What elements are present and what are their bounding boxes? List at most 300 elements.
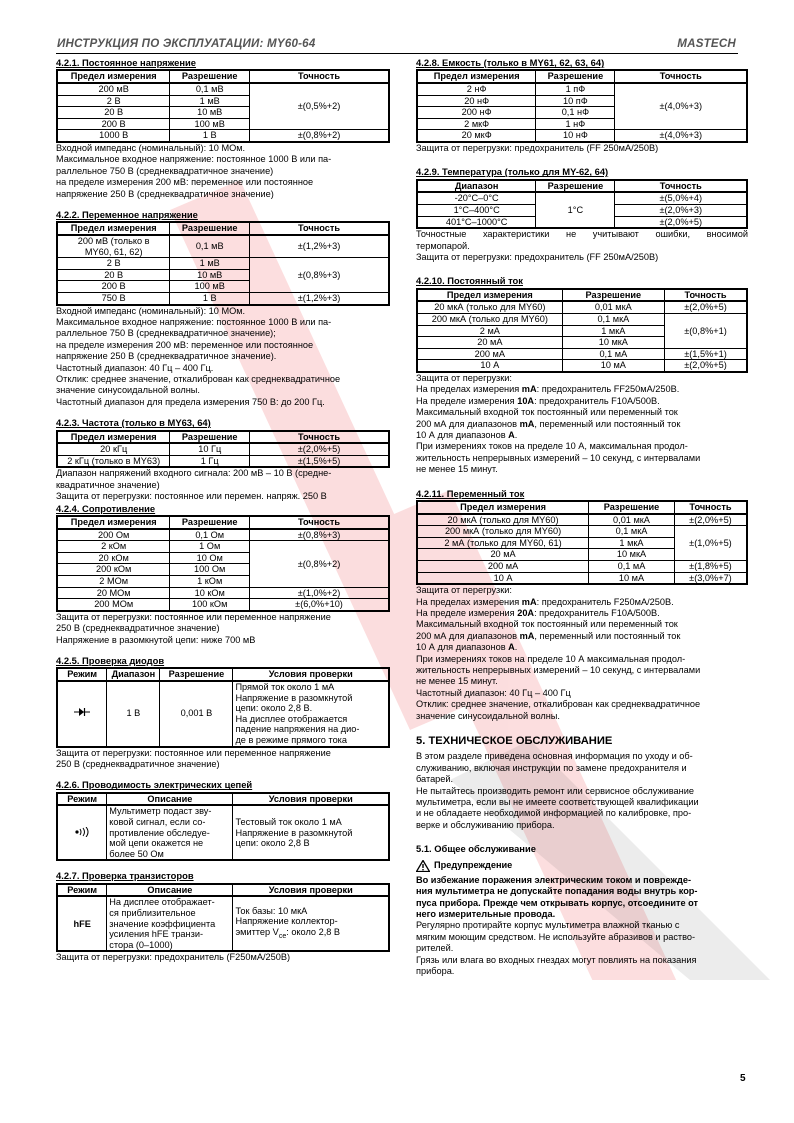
table-cell: 0,01 мкА <box>562 301 664 313</box>
table-cell: 200 кОм <box>57 564 170 576</box>
table-header: Точность <box>664 289 747 302</box>
table-header: Условия проверки <box>233 884 389 897</box>
cell-line: значение коэффициента <box>109 918 216 929</box>
brand-name: MASTECH <box>677 37 736 50</box>
capacitance-notes <box>416 143 748 154</box>
note-line: 250 В (среднеквадратичное значение) <box>56 758 220 769</box>
table-cell: 0,1 мВ <box>170 235 250 258</box>
table-cell: 1000 В <box>57 130 170 142</box>
cell-line: : около 2,8 В <box>286 926 341 937</box>
subscript: ce <box>278 932 287 940</box>
table-row <box>417 514 747 526</box>
table-cell: 20 мкФ <box>417 130 536 142</box>
note-text: . <box>514 642 518 653</box>
table-cell: 0,1 Ом <box>170 529 250 541</box>
section-title-temperature: 4.2.9. Температура (только для MY-62, 64) <box>416 166 609 178</box>
note-line: Точностные характеристики не учитывают ошибки, вносимой <box>416 229 748 240</box>
table-header: Режим <box>57 793 107 806</box>
table-cell: 200 МОм <box>57 599 170 611</box>
table-row <box>57 681 389 747</box>
note-line: рителей. <box>416 943 454 954</box>
section-title-frequency: 4.2.3. Частота (только в MY63, 64) <box>56 417 211 429</box>
table-cell <box>107 805 233 860</box>
subsection-title-general-maintenance: 5.1. Общее обслуживание <box>416 843 536 855</box>
note-line <box>416 642 748 653</box>
note-line: значение синусоидальной волны. <box>416 710 560 721</box>
table-cell: 0,1 мкА <box>562 313 664 325</box>
table-header: Предел измерения <box>417 70 536 83</box>
table-cell: 1 В <box>170 292 250 304</box>
table-cell: 401°C–1000°C <box>417 216 536 228</box>
table-header: Разрешение <box>170 222 250 235</box>
note-line: Отклик: среднее значение, откалиброван как среднеквадратичное <box>56 374 341 384</box>
warning-text <box>416 875 748 921</box>
note-line: Отклик: среднее значение, откалиброван как среднеквадратичное <box>416 699 701 710</box>
section-title-maintenance: 5. ТЕХНИЧЕСКОЕ ОБСЛУЖИВАНИЕ <box>416 735 613 748</box>
table-cell: 1 мВ <box>170 258 250 270</box>
table-cell: hFE <box>57 896 107 951</box>
table-cell: 10 мкА <box>589 549 675 561</box>
table-cell: 100 кОм <box>170 599 250 611</box>
warning-icon <box>416 860 430 872</box>
table-cell <box>233 896 389 951</box>
note-line: Защита от перегрузки: предохранитель (FF 250мА/250В) <box>416 251 659 262</box>
note-bold: 10A <box>517 395 535 406</box>
table-cell: 2 МОм <box>57 576 170 588</box>
table-cell: 10 мА <box>589 572 675 584</box>
note-text: : предохранитель F10A/500В. <box>534 607 660 618</box>
table-header: Предел измерения <box>57 70 170 83</box>
table-cell: ±(0,8%+3) <box>250 529 389 541</box>
table-row <box>57 235 389 258</box>
table-header: Точность <box>250 70 389 83</box>
cell-line: На дисплее отображает- <box>109 897 215 908</box>
table-cell: 1 нФ <box>536 118 615 130</box>
table-cell: 10 А <box>417 572 589 584</box>
cell-line: ся приблизительное <box>109 907 196 918</box>
table-row <box>417 572 747 584</box>
table-row <box>417 560 747 572</box>
frequency-notes <box>56 468 390 502</box>
table-cell <box>57 235 170 258</box>
table-row <box>417 192 747 204</box>
section-title-dc-voltage: 4.2.1. Постоянное напряжение <box>56 57 197 68</box>
note-line: Не пытайтесь производить ремонт или сервисное обслуживание <box>416 785 694 796</box>
table-cell: 100 Ом <box>170 564 250 576</box>
section-title-diode: 4.2.5. Проверка диодов <box>56 655 165 666</box>
table-cell <box>107 896 233 951</box>
capacitance-table <box>416 69 748 143</box>
note-bold: A <box>508 429 515 440</box>
note-text: 200 мА для диапазонов <box>416 418 520 429</box>
cell-line: Напряжение в разомкнутой <box>235 827 353 838</box>
table-cell: ±(1,2%+3) <box>250 292 389 304</box>
note-line: Диапазон напряжений входного сигнала: 200 мВ – 10 В (средне- <box>56 468 332 479</box>
table-cell: 20 кОм <box>57 552 170 564</box>
section-title-transistor: 4.2.7. Проверка транзисторов <box>56 870 194 882</box>
table-cell: ±(0,8%+3) <box>250 258 389 293</box>
document-header-title: ИНСТРУКЦИЯ ПО ЭКСПЛУАТАЦИИ: MY60-64 <box>57 37 316 50</box>
cell-line: цепи: около 2,8 В <box>235 838 310 849</box>
note-line: Грязь или влага во входных гнездах могут повлиять на показания <box>416 954 697 965</box>
temperature-notes <box>416 229 748 263</box>
note-text: . <box>514 429 518 440</box>
resistance-notes <box>56 612 390 646</box>
page-number: 5 <box>740 1073 746 1084</box>
table-cell: 200 мА <box>417 348 562 360</box>
table-cell: 10 мВ <box>170 269 250 281</box>
section-title-ac-voltage: 4.2.2. Переменное напряжение <box>56 209 198 220</box>
note-bold: mA <box>519 418 535 429</box>
note-line: пуса прибора. Прежде чем открывать корпус, отсоедините от <box>416 897 699 908</box>
diode-icon <box>74 707 90 717</box>
table-header: Точность <box>615 180 747 193</box>
table-row <box>57 896 389 951</box>
table-cell: 20 В <box>57 269 170 281</box>
note-line <box>416 597 748 608</box>
table-cell: ±(0,5%+2) <box>250 83 389 130</box>
frequency-table <box>56 430 390 469</box>
note-line: раллельное 750 В (среднеквадратичное значение); <box>56 328 276 339</box>
table-cell: ±(1,0%+5) <box>674 526 747 561</box>
note-line: мультиметра, если вы не имеете соответствующей квалификации <box>416 797 699 808</box>
table-cell <box>233 805 389 860</box>
table-header: Разрешение <box>562 289 664 302</box>
note-line <box>416 430 748 441</box>
note-line: мягким моющим средством. Не используйте абразивов и раство- <box>416 931 696 942</box>
header-rule <box>56 53 738 54</box>
note-text: 10 А для диапазонов <box>416 429 509 440</box>
table-header: Описание <box>107 793 233 806</box>
table-row <box>417 130 747 142</box>
table-cell: 1 В <box>107 681 160 747</box>
table-header: Режим <box>57 668 107 681</box>
note-bold: mA <box>521 384 537 395</box>
note-line: термопарой. <box>416 240 470 251</box>
table-cell: 2 мА (только для MY60, 61) <box>417 537 589 549</box>
table-header: Точность <box>674 501 747 514</box>
ac-current-table <box>416 500 748 585</box>
table-cell: -20°C–0°C <box>417 192 536 204</box>
note-text: 200 мА для диапазонов <box>416 630 520 641</box>
cell-line: 200 мВ (только в <box>77 236 150 246</box>
table-header: Предел измерения <box>417 501 589 514</box>
diode-notes <box>56 748 390 771</box>
table-cell: 100 мВ <box>170 118 250 130</box>
table-row <box>57 83 389 95</box>
note-line <box>416 608 748 619</box>
table-cell: 0,1 мА <box>589 560 675 572</box>
table-header: Точность <box>250 516 389 529</box>
table-header: Разрешение <box>536 70 615 83</box>
table-cell: 2 В <box>57 258 170 270</box>
table-cell: 1 пФ <box>536 83 615 95</box>
note-bold: mA <box>521 596 537 607</box>
table-cell: 0,1 мА <box>562 348 664 360</box>
table-header: Диапазон <box>417 180 536 193</box>
table-cell: 20 мА <box>417 549 589 561</box>
cell-line: Прямой ток около 1 мА <box>235 682 335 692</box>
note-bold: 20A <box>517 607 535 618</box>
note-line: Максимальный входной ток постоянный или переменный ток <box>416 407 678 418</box>
note-line <box>416 419 748 430</box>
cell-line: эмиттер V <box>235 926 279 937</box>
note-line: Напряжение в разомкнутой цепи: ниже 700 мВ <box>56 634 256 645</box>
table-cell: 10 кОм <box>170 587 250 599</box>
cell-line: падение напряжения на дио- <box>235 724 360 735</box>
warning-heading <box>416 860 748 872</box>
note-text: , переменный или постоянный ток <box>534 630 681 641</box>
table-cell: ±(0,8%+1) <box>664 313 747 348</box>
maintenance-intro <box>416 751 748 831</box>
note-line: При измерениях токов на пределе 10 А максимальная продол- <box>416 653 686 664</box>
table-row <box>57 258 389 270</box>
table-cell: 200 В <box>57 118 170 130</box>
table-cell: 10 мВ <box>170 107 250 119</box>
table-header: Предел измерения <box>417 289 562 302</box>
table-header: Разрешение <box>589 501 675 514</box>
note-line: на пределе измерения 200 мВ: переменное или постоянное <box>56 177 314 188</box>
table-cell <box>233 681 389 747</box>
note-line: него измерительные провода. <box>416 908 556 919</box>
table-cell: ±(2,0%+3) <box>615 204 747 216</box>
note-line <box>416 631 748 642</box>
table-row <box>57 455 389 467</box>
table-cell <box>57 681 107 747</box>
table-cell: 200 мкА (только для MY60) <box>417 313 562 325</box>
note-line: прибора. <box>416 965 455 976</box>
table-cell: 100 мВ <box>170 281 250 293</box>
table-header: Разрешение <box>160 668 233 681</box>
section-title-ac-current: 4.2.11. Переменный ток <box>416 487 525 499</box>
table-cell: 2 кГц (только в MY63) <box>57 455 170 467</box>
table-cell: 1 Гц <box>170 455 250 467</box>
diode-table <box>56 667 390 747</box>
table-cell: 1 Ом <box>170 541 250 553</box>
table-header: Предел измерения <box>57 516 170 529</box>
note-line: Защита от перегрузки: <box>416 372 512 383</box>
note-line: и не обладаете необходимой информацией по калибровке, про- <box>416 808 692 819</box>
table-header: Предел измерения <box>57 222 170 235</box>
table-cell: 1 кОм <box>170 576 250 588</box>
table-cell: 200 мВ <box>57 83 170 95</box>
table-cell: 0,001 В <box>160 681 233 747</box>
table-cell: 0,1 нФ <box>536 107 615 119</box>
resistance-table <box>56 515 390 612</box>
table-row <box>57 130 389 142</box>
table-cell: 1 мВ <box>170 95 250 107</box>
table-cell: 10 нФ <box>536 130 615 142</box>
note-line: Максимальное входное напряжение: постоянное 1000 В или па- <box>56 316 332 327</box>
table-row <box>57 805 389 860</box>
cell-line: усиления hFE транзи- <box>109 929 204 940</box>
table-cell: 10 Гц <box>170 443 250 455</box>
table-cell: 200 нФ <box>417 107 536 119</box>
table-row <box>417 360 747 372</box>
note-line: Во избежание поражения электрическим током и повреждe- <box>416 874 692 885</box>
table-header: Условия проверки <box>233 793 389 806</box>
table-row <box>417 313 747 325</box>
note-text: , переменный или постоянный ток <box>534 418 681 429</box>
table-cell: 200 В <box>57 281 170 293</box>
note-line: напряжение 250 В (среднеквадратичное значение). <box>56 351 277 362</box>
table-row <box>417 348 747 360</box>
table-cell: ±(0,8%+2) <box>250 130 389 142</box>
table-header: Точность <box>250 431 389 444</box>
note-line: Защита от перегрузки: постоянное или перемен. напряж. 250 В <box>56 491 327 502</box>
note-line: Частотный диапазон для предела измерения 750 В: до 200 Гц. <box>56 396 325 407</box>
table-cell: 2 мА <box>417 325 562 337</box>
table-cell: 20 мА <box>417 337 562 349</box>
table-header: Точность <box>250 222 389 235</box>
table-cell: 20 мкА (только для MY60) <box>417 301 562 313</box>
cell-line: Ток базы: 10 мкА <box>235 905 308 916</box>
table-cell: ±(1,8%+5) <box>674 560 747 572</box>
table-cell: ±(6,0%+10) <box>250 599 389 611</box>
table-cell: ±(5,0%+4) <box>615 192 747 204</box>
table-row <box>57 529 389 541</box>
note-line: Защита от перегрузки: предохранитель (F250мА/250В) <box>56 952 291 963</box>
note-line: Максимальное входное напряжение: постоянное 1000 В или па- <box>56 154 332 165</box>
table-cell: 20 нФ <box>417 95 536 107</box>
cell-line: противление обследуе- <box>109 827 210 838</box>
note-line: значение синусоидальной волны. <box>56 385 200 396</box>
note-text: : предохранитель FF250мА/250В. <box>536 384 680 395</box>
table-cell: 0,1 мВ <box>170 83 250 95</box>
note-text: : предохранитель F10A/500В. <box>534 395 660 406</box>
note-line: В этом разделе приведена основная информация по уходу и об- <box>416 751 693 762</box>
ac-current-notes <box>416 585 748 722</box>
table-row <box>57 443 389 455</box>
cell-line: стора (0–1000) <box>109 939 173 950</box>
table-header: Предел измерения <box>57 431 170 444</box>
table-cell: 20 В <box>57 107 170 119</box>
note-line: Защита от перегрузки: постоянное или переменное напряжение <box>56 611 331 622</box>
note-text: На пределах измерения <box>416 384 522 395</box>
table-row <box>417 526 747 538</box>
note-line <box>416 396 748 407</box>
dc-voltage-table <box>56 69 390 143</box>
note-text: На пределах измерения <box>416 596 522 607</box>
cell-line: Мультиметр подаст зву- <box>109 806 212 817</box>
note-line: жительность непрерывных измерений – 10 секунд, с интервалами <box>416 452 701 463</box>
note-text: : предохранитель F250мА/250В. <box>536 596 674 607</box>
temperature-table <box>416 179 748 229</box>
table-cell: 200 мА <box>417 560 589 572</box>
table-header: Точность <box>615 70 747 83</box>
table-cell: ±(1,5%+1) <box>664 348 747 360</box>
dc-current-notes <box>416 373 748 476</box>
table-cell: 2 нФ <box>417 83 536 95</box>
note-line: Максимальный входной ток постоянный или переменный ток <box>416 619 678 630</box>
note-line: квадратичное значение) <box>56 479 160 490</box>
maintenance-care <box>416 920 748 977</box>
cell-line: цепи: около 2,8 В. <box>235 703 313 714</box>
table-row <box>57 599 389 611</box>
section-title-capacitance: 4.2.8. Емкость (только в MY61, 62, 63, 64) <box>416 57 605 68</box>
note-line: раллельное 750 В (среднеквадратичное значение) <box>56 165 274 176</box>
note-line <box>416 384 748 395</box>
note-line: Регулярно протирайте корпус мультиметра влажной тканью с <box>416 920 680 931</box>
note-line: жительность непрерывных измерений – 10 секунд, с интервалами <box>416 665 701 675</box>
table-row <box>57 292 389 304</box>
table-header: Описание <box>107 884 233 897</box>
table-cell: 0,1 мкА <box>589 526 675 538</box>
note-bold: mA <box>519 630 535 641</box>
table-row <box>417 301 747 313</box>
cell-line: MY60, 61, 62) <box>84 246 143 257</box>
table-cell: 1 мкА <box>589 537 675 549</box>
table-cell: 1 мкА <box>562 325 664 337</box>
note-line: Защита от перегрузки: предохранитель (FF 250мА/250В) <box>416 142 659 153</box>
table-cell: 20 мкА (только для MY60) <box>417 514 589 526</box>
cell-line: На дисплее отображается <box>235 713 348 724</box>
table-cell: 200 мкА (только для MY60) <box>417 526 589 538</box>
table-cell: 200 Ом <box>57 529 170 541</box>
table-cell: 20 МОм <box>57 587 170 599</box>
note-text: На пределе измерения <box>416 395 518 406</box>
table-cell: ±(1,5%+5) <box>250 455 389 467</box>
table-cell: ±(3,0%+7) <box>674 572 747 584</box>
note-line: ния мультиметра не допускайте попадания воды внутрь кор- <box>416 886 698 897</box>
table-cell: ±(2,0%+5) <box>664 301 747 313</box>
left-column <box>56 57 390 964</box>
table-cell <box>57 805 107 860</box>
note-line: При измерениях токов на пределе 10 А, максимальная продол- <box>416 441 688 452</box>
continuity-buzzer-icon <box>74 827 90 837</box>
section-title-continuity: 4.2.6. Проводимость электрических цепей <box>56 779 253 791</box>
table-cell: ±(2,0%+5) <box>615 216 747 228</box>
cell-line: более 50 Ом <box>109 848 164 859</box>
cell-line: де в режиме прямого тока <box>235 734 348 745</box>
table-header: Режим <box>57 884 107 897</box>
table-row <box>57 541 389 553</box>
table-cell: ±(1,2%+3) <box>250 235 389 258</box>
table-header: Диапазон <box>107 668 160 681</box>
continuity-table <box>56 792 390 862</box>
transistor-table <box>56 883 390 953</box>
table-header: Разрешение <box>170 516 250 529</box>
table-cell: ±(2,0%+5) <box>664 360 747 372</box>
table-cell: 20 кГц <box>57 443 170 455</box>
table-cell: 750 В <box>57 292 170 304</box>
table-cell: 1°C <box>536 192 615 228</box>
note-line: Защита от перегрузки: <box>416 585 512 596</box>
table-cell: 10 Ом <box>170 552 250 564</box>
section-title-resistance: 4.2.4. Сопротивление <box>56 502 156 514</box>
table-cell: ±(4,0%+3) <box>615 83 747 130</box>
table-cell: 2 В <box>57 95 170 107</box>
table-row <box>417 83 747 95</box>
table-cell: ±(4,0%+3) <box>615 130 747 142</box>
note-line: не менее 15 минут. <box>416 676 498 687</box>
note-line: батарей. <box>416 774 454 785</box>
table-cell: ±(2,0%+5) <box>674 514 747 526</box>
note-line: служиванию, включая инструкции по замене предохранителя и <box>416 762 687 773</box>
right-column <box>416 57 748 977</box>
cell-line: Напряжение коллектор- <box>235 916 338 927</box>
cell-line: Напряжение в разомкнутой <box>235 692 353 703</box>
dc-current-table <box>416 288 748 373</box>
note-line: напряжение 250 В (среднеквадратичное значение) <box>56 188 274 199</box>
table-header: Разрешение <box>536 180 615 193</box>
transistor-notes <box>56 952 390 963</box>
table-cell: 2 мкФ <box>417 118 536 130</box>
table-cell: 1 В <box>170 130 250 142</box>
section-title-dc-current: 4.2.10. Постоянный ток <box>416 275 523 287</box>
ac-voltage-table <box>56 221 390 305</box>
table-cell: 10 мА <box>562 360 664 372</box>
